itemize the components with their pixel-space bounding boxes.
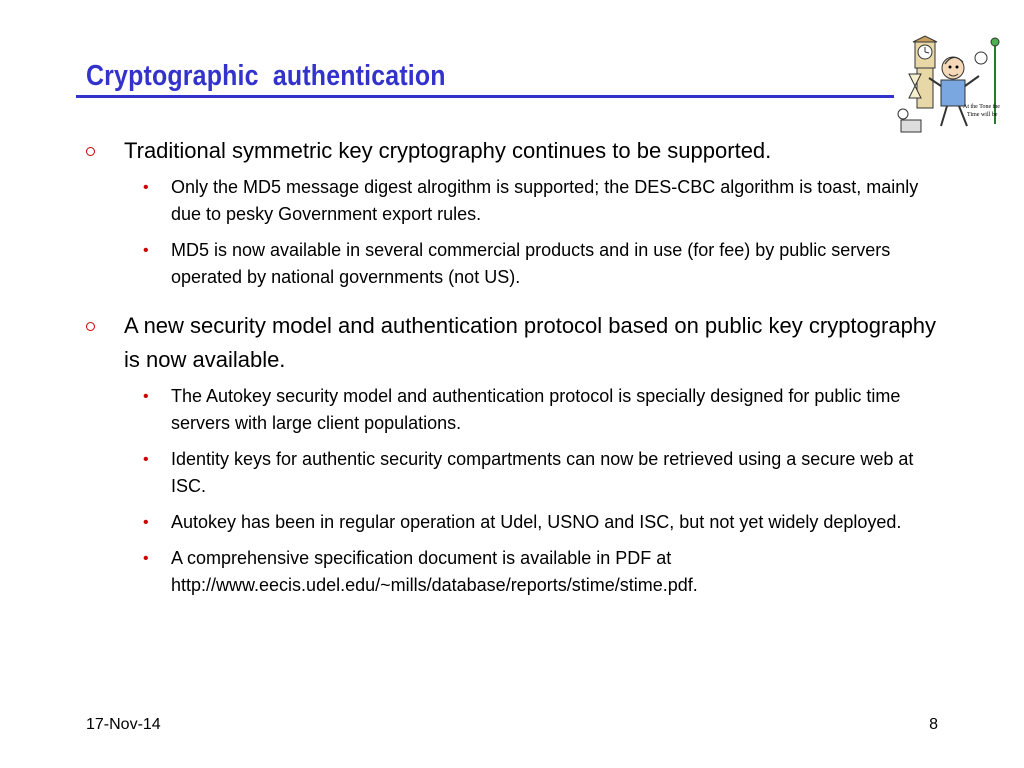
page-number: 8 [929,716,938,733]
clock-cartoon-clipart [895,34,1007,138]
dot-bullet-icon: • [143,242,149,259]
bullet-level2 [143,383,946,437]
sub-bullet-text: Only the MD5 message digest alrogithm is supported; the DES-CBC algorithm is toast, mainly due to pesky Government export rules. [171,177,919,224]
sub-bullet-text: A comprehensive specification document is available in PDF at http://www.eecis.udel.edu/~mills/database/reports/stime/stime.pdf. [171,548,698,595]
bullet-level2 [143,509,946,536]
circle-bullet-icon [86,322,95,331]
slide-body [86,134,946,599]
clipart-caption-line2: Time will be [967,112,998,118]
dot-bullet-icon: • [143,179,149,196]
sub-bullet-text: Autokey has been in regular operation at Udel, USNO and ISC, but not yet widely deployed. [171,512,902,532]
bullet-level1 [86,134,946,168]
bullet-level2 [143,237,946,291]
title-underline [76,95,894,98]
dot-bullet-icon: • [143,550,149,567]
dot-bullet-icon: • [143,451,149,468]
bullet-level2 [143,174,946,228]
dot-bullet-icon: • [143,514,149,531]
dot-bullet-icon: • [143,388,149,405]
sub-bullet-text: Identity keys for authentic security compartments can now be retrieved using a secure web at ISC. [171,449,914,496]
bullet-level2 [143,446,946,500]
slide-title: Cryptographic authentication [86,60,446,92]
sub-bullet-text: The Autokey security model and authentication protocol is specially designed for public time servers with large client populations. [171,386,901,433]
bullet-text: Traditional symmetric key cryptography continues to be supported. [124,138,772,163]
footer-date: 17-Nov-14 [86,716,161,733]
bullet-level1 [86,309,946,377]
bullet-level2 [143,545,946,599]
clipart-caption-line1: At the Tone the [963,104,1000,110]
bullet-text: A new security model and authentication protocol based on public key cryptography is now available. [124,313,937,372]
sub-bullet-text: MD5 is now available in several commercial products and in use (for fee) by public servers operated by national governments (not US). [171,240,891,287]
circle-bullet-icon [86,147,95,156]
